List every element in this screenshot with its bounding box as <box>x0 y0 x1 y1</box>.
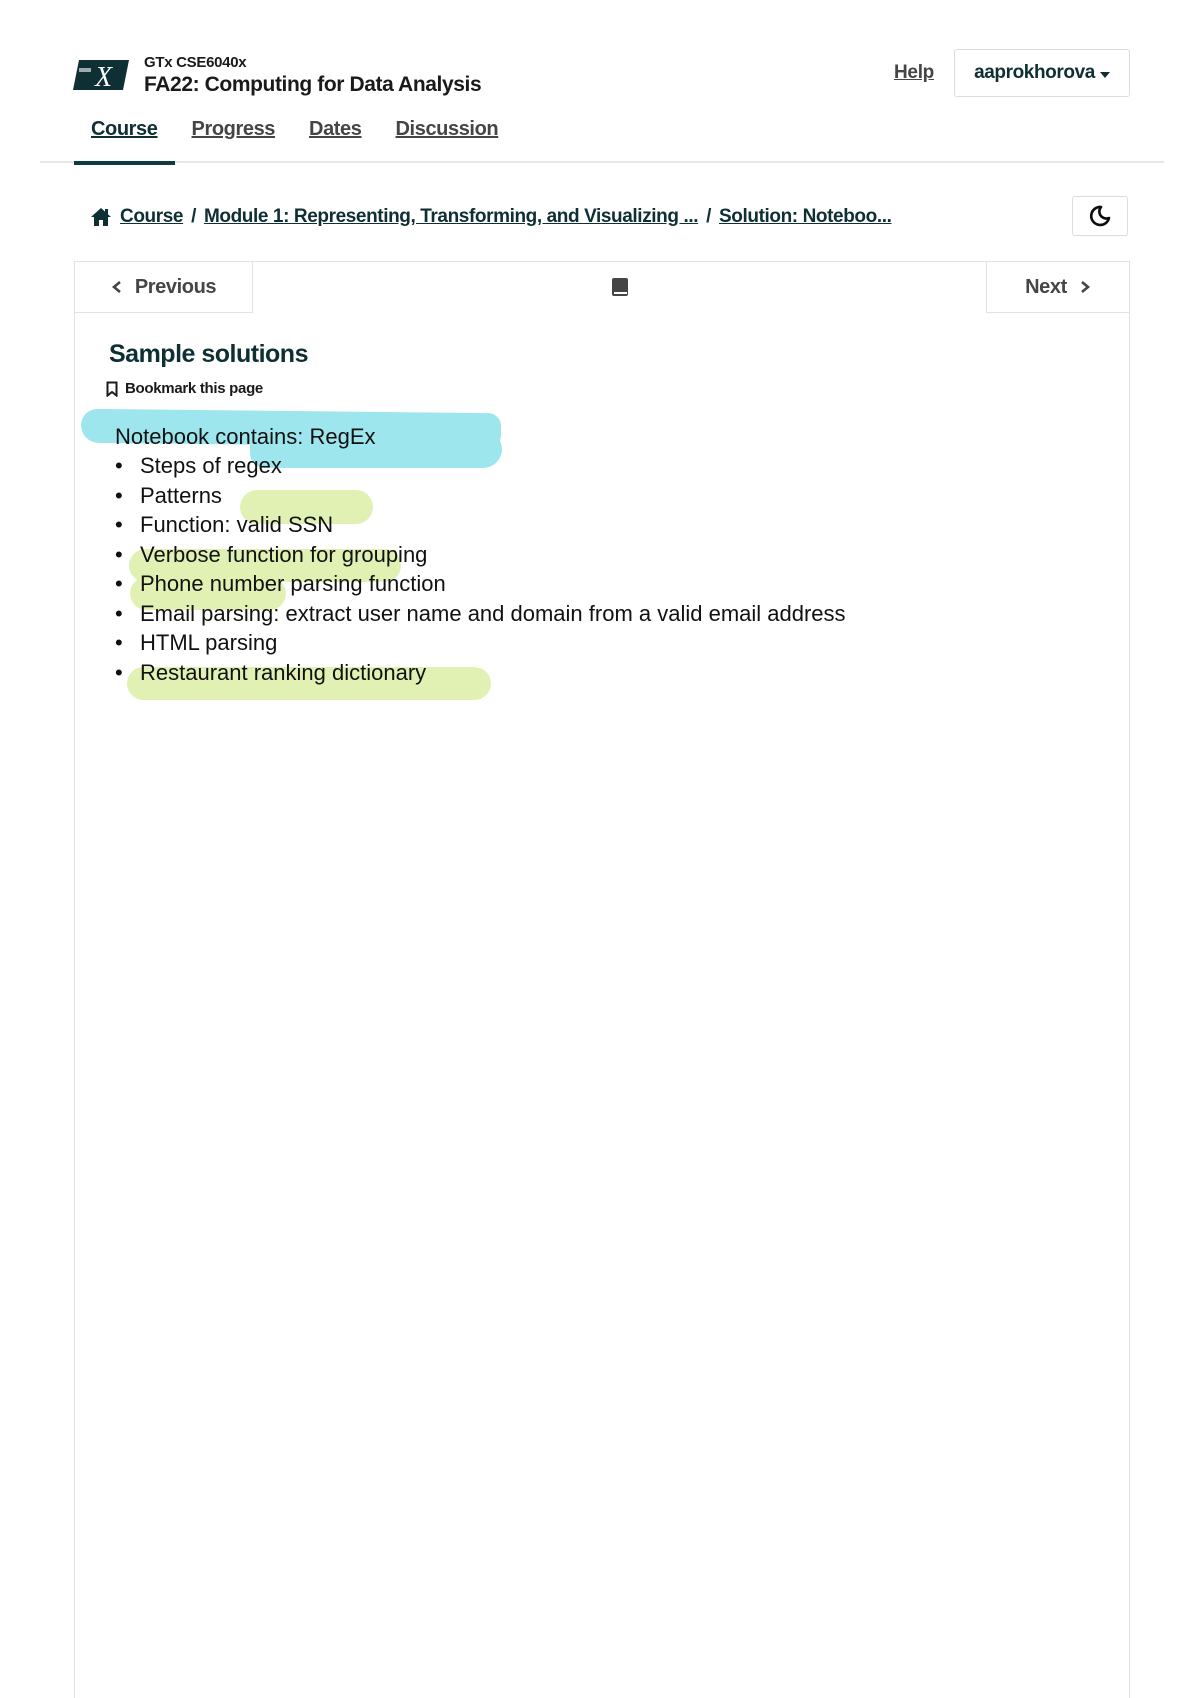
breadcrumb-separator: / <box>706 206 711 227</box>
next-button[interactable] <box>986 262 1129 313</box>
home-icon[interactable] <box>90 207 112 227</box>
previous-label: Previous <box>134 275 217 298</box>
breadcrumb <box>90 206 891 228</box>
tab-course[interactable]: Course <box>74 118 175 163</box>
book-icon <box>611 277 629 297</box>
list-item: • Phone number parsing function <box>115 569 935 599</box>
list-item: • Patterns <box>115 481 935 511</box>
tab-dates[interactable]: Dates <box>309 118 362 140</box>
list-item: • Email parsing: extract user name and domain from a valid email address <box>115 599 935 629</box>
list-item: • Restaurant ranking dictionary <box>115 658 935 688</box>
chevron-right-icon <box>1079 280 1091 294</box>
chevron-down-icon <box>1100 72 1110 78</box>
list-item: • Function: valid SSN <box>115 510 935 540</box>
bookmark-label: Bookmark this page <box>125 380 263 397</box>
list-item: • Steps of regex <box>115 451 935 481</box>
tab-discussion[interactable]: Discussion <box>395 118 499 140</box>
previous-button[interactable] <box>75 262 253 313</box>
help-link[interactable]: Help <box>894 62 934 83</box>
notebook-heading: Notebook contains: RegEx <box>115 424 376 449</box>
moon-icon <box>1089 205 1111 227</box>
edx-logo[interactable] <box>73 58 129 92</box>
next-label: Next <box>1025 275 1067 298</box>
list-item: • HTML parsing <box>115 628 935 658</box>
breadcrumb-unit[interactable]: Solution: Noteboo... <box>719 206 892 227</box>
tab-progress[interactable]: Progress <box>191 118 276 140</box>
user-menu-button[interactable] <box>954 49 1130 97</box>
site-header <box>40 0 1164 163</box>
chevron-left-icon <box>111 280 123 294</box>
unit-container <box>74 261 1130 1698</box>
svg-text:X: X <box>95 62 113 92</box>
breadcrumb-course[interactable]: Course <box>120 206 184 227</box>
sequence-navigation <box>75 262 1129 313</box>
notebook-content <box>75 422 1129 1022</box>
course-org: GTx CSE6040x <box>144 54 247 71</box>
unit-title: Sample solutions <box>109 340 308 368</box>
course-tabs <box>74 118 515 163</box>
sequence-unit-tab[interactable] <box>253 262 986 313</box>
username: aaprokhorova <box>974 62 1095 83</box>
list-item: • Verbose function for grouping <box>115 540 935 570</box>
breadcrumb-module[interactable]: Module 1: Representing, Transforming, and Visualizing ... <box>203 206 699 227</box>
notebook-topics-list <box>115 451 935 687</box>
bookmark-button[interactable] <box>106 380 263 397</box>
breadcrumb-separator: / <box>191 206 196 227</box>
bookmark-icon <box>106 381 118 397</box>
course-title: FA22: Computing for Data Analysis <box>144 73 482 96</box>
theme-toggle-button[interactable] <box>1072 196 1128 236</box>
